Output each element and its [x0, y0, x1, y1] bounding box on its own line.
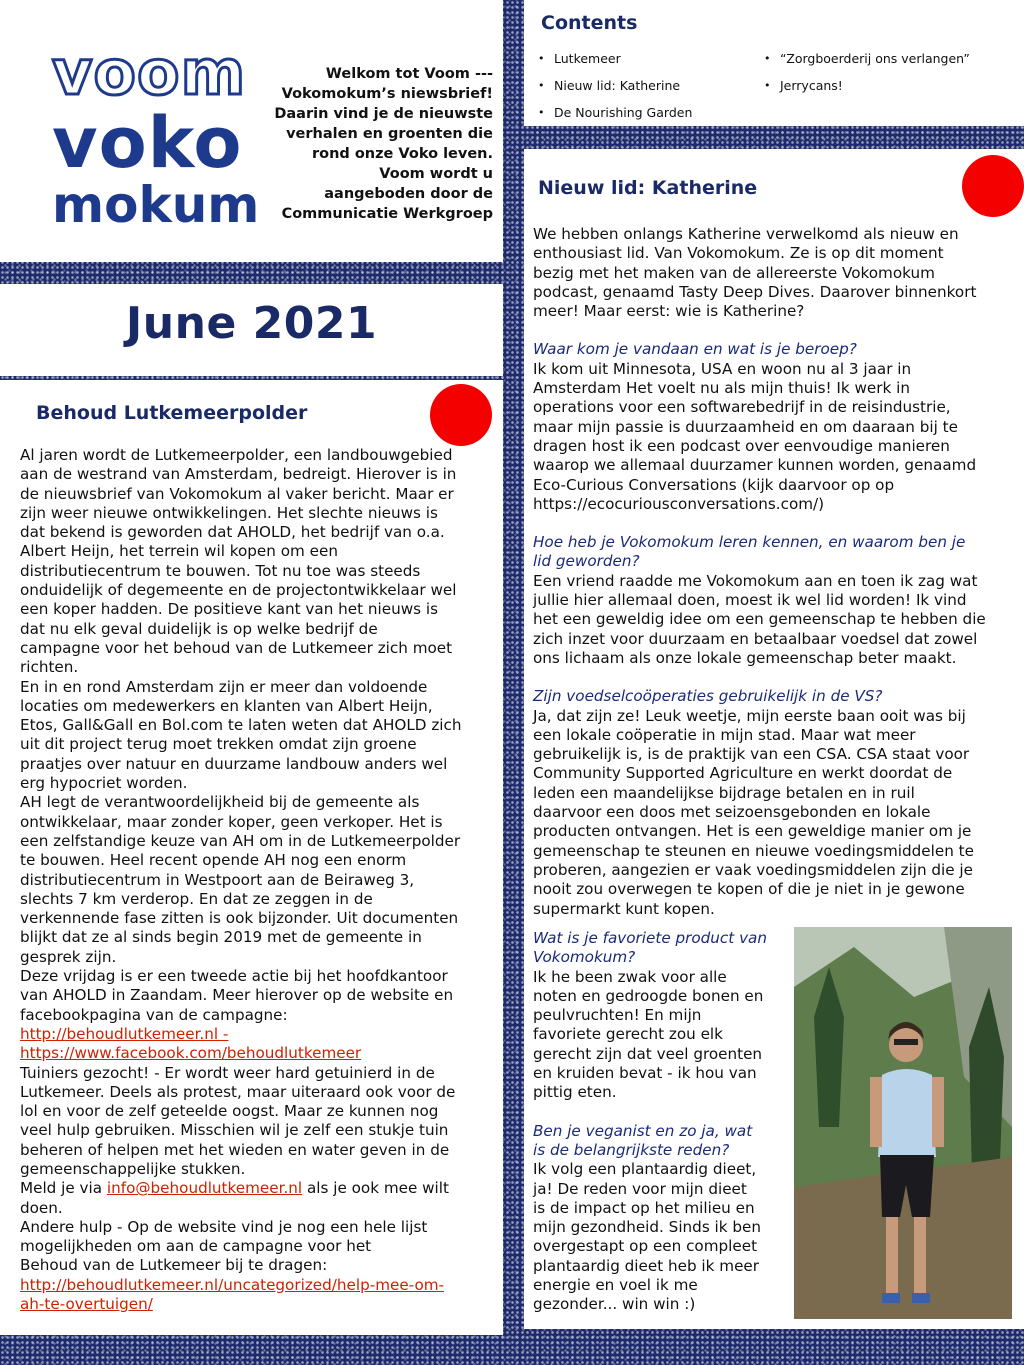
text-line: distributiecentrum in Westpoort aan de Beiraweg 3, [20, 870, 415, 889]
text-line: aan de westrand van Amsterdam, bedreigt. Hierover is in [20, 465, 457, 484]
facebook-link[interactable]: https://www.facebook.com/behoudlutkemeer [20, 1044, 362, 1063]
text-line: gebruikelijk is, is de praktijk van een CSA. CSA staat voor [533, 745, 970, 764]
text-line: Communicatie Werkgroep [281, 206, 493, 222]
article-paragraphs [20, 446, 492, 1025]
text-line: lol en voor de zelf geteelde oogst. Maar ze kunnen nog [20, 1102, 439, 1121]
answer-2 [533, 572, 1015, 668]
tuiniers-paragraph [20, 1064, 492, 1180]
text-line: een lokale coöperatie in mijn stad. Maar wat meer [533, 725, 916, 744]
text-line: enthousiast lid. Van Vokomokum. Ze is op dit moment [533, 244, 944, 263]
question-5 [533, 1122, 785, 1161]
text-line: een koper hadden. De positieve kant van het nieuws is [20, 600, 439, 619]
text-line: het een geweldig idee om een gemeenschap te hebben die [533, 610, 986, 629]
text-line: ja! De reden voor mijn dieet [533, 1179, 747, 1198]
answer-1 [533, 360, 1015, 514]
voom-logo [52, 36, 282, 234]
text-line: een zelfstandige keuze van AH om in de Lutkemeerpolder [20, 831, 461, 850]
text-line: pittig eten. [533, 1083, 617, 1102]
text-line: Vokomokum’s niewsbrief! [281, 86, 493, 102]
text-line: proberen, aangezien er vaak voedingsmiddelen zijn die je [533, 860, 973, 879]
article-title: Behoud Lutkemeerpolder [36, 402, 308, 424]
masthead [0, 0, 503, 262]
text-line: Daarin vind je de nieuwste [274, 106, 493, 122]
toc-column-1 [532, 49, 692, 126]
katherine-photo [794, 927, 1012, 1319]
text-line: nooit zou overwegen te kopen of die je niet in je gewone [533, 880, 965, 899]
text-line: gerecht zijn dat veel groenten [533, 1044, 763, 1063]
red-dot-icon [430, 384, 492, 446]
text-line: Deze vrijdag is er een tweede actie bij het hoofdkantoor [20, 967, 448, 986]
text-line: slechts 7 km verderop. En dat ze zeggen in de [20, 889, 373, 908]
text-line: energie en voel ik me [533, 1276, 698, 1295]
article-title: Nieuw lid: Katherine [538, 177, 758, 199]
logo-word-mokum: mokum [52, 176, 260, 234]
text-line: mogelijkheden om aan de campagne voor het [20, 1237, 372, 1256]
date-panel [0, 284, 503, 376]
text-line: distributiecentrum te bouwen. Tot nu toe was steeds [20, 561, 421, 580]
text-line: is de belangrijkste reden? [533, 1140, 730, 1159]
text-line: van AHOLD in Zaandam. Meer hierover op de website en [20, 986, 454, 1005]
text-line: Etos, Gall&Gall en Bol.com te laten weten dat AHOLD zich [20, 716, 462, 735]
text-line: veel hulp gebruiken. Misschien wil je zelf een stukje tuin [20, 1121, 449, 1140]
photo-illustration [794, 927, 1012, 1319]
text-line: uit dit project terug moet trekken omdat zijn groene [20, 735, 417, 754]
answer-3 [533, 707, 1015, 919]
text-line: Albert Heijn, het terrein wil kopen om een [20, 542, 338, 561]
text-line: AH legt de verantwoordelijkheid bij de gemeente als [20, 793, 420, 812]
text-line: maar mijn passie is duurzaamheid en om daaraan bij te [533, 417, 958, 436]
text-line: onduidelijk of degemeente en de projectontwikkelaar wel [20, 581, 457, 600]
text-line: richten. [20, 658, 79, 677]
welcome-text [268, 64, 493, 224]
help-mee-link-1[interactable]: http://behoudlutkemeer.nl/uncategorized/help-mee-om- [20, 1275, 445, 1294]
text-line: daarvoor een doos met seizoensgebonden en lokale [533, 803, 931, 822]
text-line: Wat is je favoriete product van [533, 929, 767, 947]
text-line: dragen host ik een podcast over eenvoudige manieren [533, 436, 950, 455]
text-line: Ja, dat zijn ze! Leuk weetje, mijn eerste baan ooit was bij [533, 706, 966, 725]
text-line: producten ontvangen. Het is een geweldige manier om je [533, 822, 972, 841]
text-line: Ik he been zwak voor alle [533, 967, 727, 986]
text-line: https://ecocuriousconversations.com/) [533, 494, 825, 513]
logo-word-voko: voko [52, 102, 243, 184]
question-4 [533, 929, 785, 968]
text-line: Tuiniers gezocht! - Er wordt weer hard getuinierd in de [20, 1063, 435, 1082]
article-body [20, 446, 492, 1314]
text-line: is de impact op het milieu en [533, 1198, 755, 1217]
text-line: podcast, genaamd Tasty Deep Dives. Daarover binnenkort [533, 282, 977, 301]
text-line: en kruiden bevat - ik hou van [533, 1064, 757, 1083]
text-line: Hoe heb je Vokomokum leren kennen, en waarom ben je [533, 533, 966, 552]
text-line: ontwikkelaar, maar zonder koper, geen verkoper. Het is [20, 812, 443, 831]
intro-paragraph [533, 225, 1015, 321]
toc-item[interactable]: • De Nourishing Garden [532, 103, 692, 126]
text-line: Lutkemeer. Deels als protest, maar uiteraard ook voor de [20, 1082, 456, 1101]
contents-panel [524, 0, 1024, 126]
toc-item[interactable]: • “Zorgboerderij ons verlangen” [758, 49, 970, 76]
text-line: gemeenschappelijke stukken. [20, 1159, 246, 1178]
text-line: verkennende fase zitten is ook bijzonder. Uit documenten [20, 909, 459, 928]
text-line: Ik kom uit Minnesota, USA en woon nu al 3 jaar in [533, 359, 912, 378]
text-line: bezig met het maken van de allereerste Vokomokum [533, 263, 935, 282]
text-line: beheren of helpen met het wieden en water geven in de [20, 1140, 450, 1159]
text-line: campagne voor het behoud van de Lutkemeer zich moet [20, 638, 453, 657]
text-line: aangeboden door de [324, 186, 493, 202]
text-line: gemeenschap te steunen en nieuwe voedingsmiddelen te [533, 841, 974, 860]
text-line: Waar kom je vandaan en wat is je beroep? [533, 340, 857, 359]
question-2 [533, 533, 1015, 572]
text-line: te bouwen. Heel recent opende AH nog een enorm [20, 851, 407, 870]
text-line: Voom wordt u [379, 166, 493, 182]
toc-item[interactable]: • Lutkemeer [532, 49, 692, 76]
lutkemeer-article [0, 380, 503, 1335]
text-line: Amsterdam Het voelt nu als mijn thuis! Ik werk in [533, 379, 910, 398]
text-line: supermarkt kunt kopen. [533, 899, 715, 918]
text-line: facebookpagina van de campagne: [20, 1005, 288, 1024]
email-link[interactable]: info@behoudlutkemeer.nl [106, 1179, 303, 1198]
text-line: zijn weer nieuwe ontwikkelingen. Het slechte nieuws is [20, 503, 438, 522]
text-line: peulvruchten! En mijn [533, 1006, 702, 1025]
text-line: lid geworden? [533, 552, 640, 571]
text-line: gezonder... win win :) [533, 1295, 696, 1314]
text-line: Andere hulp - Op de website vind je nog een hele lijst [20, 1217, 428, 1236]
question-1 [533, 340, 1015, 359]
text-line: Zijn voedselcoöperaties gebruikelijk in de VS? [533, 687, 883, 706]
issue-date: June 2021 [125, 298, 378, 349]
toc-column-2 [758, 49, 970, 103]
text-line: operations voor een softwarebedrijf in de reisindustrie, [533, 398, 951, 417]
text-line: noten en gedroogde bonen en [533, 986, 764, 1005]
text-line: waarop we allemaal duurzamer kunnen worden, genaamd [533, 456, 977, 475]
text-line: erg hypocriet worden. [20, 774, 188, 793]
meld-line: Meld je via info@behoudlutkemeer.nl als je ook mee wilt [20, 1179, 449, 1198]
answer-5 [533, 1160, 785, 1314]
text-line: ons lichaam als onze lokale gemeenschap beter maakt. [533, 648, 957, 667]
text-line: plantaardig dieet heb ik meer [533, 1256, 760, 1275]
text-line: de nieuwsbrief van Vokomokum al vaker bericht. Maar er [20, 484, 454, 503]
toc-item[interactable]: • Nieuw lid: Katherine [532, 76, 692, 103]
text-line: We hebben onlangs Katherine verwelkomd als nieuw en [533, 225, 959, 243]
text-line: verhalen en groenten die [286, 126, 493, 142]
interview-body-narrow [533, 929, 785, 1315]
text-line: jullie hier allemaal doen, moest ik wel lid worden! Ik vind [533, 591, 967, 610]
answer-4 [533, 968, 785, 1103]
text-line: rond onze Voko leven. [311, 146, 493, 162]
text-line: overgestapt op een compleet [533, 1237, 758, 1256]
text-line: dat bekend is geworden dat AHOLD, het bedrijf van o.a. [20, 523, 445, 542]
text-line: Community Supported Agriculture en werkt doordat de [533, 764, 953, 783]
text-line: locaties om medewerkers en klanten van Albert Heijn, [20, 696, 433, 715]
text-line: Al jaren wordt de Lutkemeerpolder, een landbouwgebied [20, 446, 453, 464]
interview-body [533, 225, 1015, 919]
text-line: En in en rond Amsterdam zijn er meer dan voldoende [20, 677, 428, 696]
text-line: Een vriend raadde me Vokomokum aan en toen ik zag wat [533, 571, 978, 590]
text-line: mijn gezondheid. Sinds ik ben [533, 1218, 762, 1237]
text-line: Ben je veganist en zo ja, wat [533, 1121, 753, 1140]
text-line: Ik volg een plantaardig dieet, [533, 1160, 757, 1179]
text-line: zich inzet voor duurzaam en betaalbaar voedsel dat zowel [533, 629, 978, 648]
text-line: Behoud van de Lutkemeer bij te dragen: [20, 1256, 328, 1275]
text-line: dat nu elk geval duidelijk is op welke bedrijf de [20, 619, 378, 638]
andere-hulp-paragraph [20, 1218, 492, 1276]
text-line: leden een maandelijkse bijdrage betalen en in ruil [533, 783, 915, 802]
contents-title: Contents [541, 12, 638, 34]
text-line: meer! Maar eerst: wie is Katherine? [533, 302, 805, 321]
text-line: Welkom tot Voom --- [325, 66, 493, 82]
text-line: Eco-Curious Conversations (kijk daarvoor op op [533, 475, 895, 494]
text-line: blijkt dat ze al sinds begin 2019 met de gemeente in [20, 928, 422, 947]
red-dot-icon [962, 155, 1024, 217]
text-line: Vokomokum? [533, 948, 636, 967]
toc-item[interactable]: • Jerrycans! [758, 76, 970, 103]
katherine-article [524, 149, 1024, 1329]
text-line: praatjes over natuur en duurzame landbouw anders wel [20, 754, 448, 773]
meld-end: doen. [20, 1198, 63, 1217]
text-line: gesprek zijn. [20, 947, 117, 966]
text-line: favoriete gerecht zou elk [533, 1025, 723, 1044]
campaign-website-link[interactable]: http://behoudlutkemeer.nl - [20, 1024, 229, 1043]
help-mee-link-2[interactable]: ah-te-overtuigen/ [20, 1295, 153, 1314]
logo-word-voom: voom [52, 36, 247, 109]
question-3 [533, 687, 1015, 706]
